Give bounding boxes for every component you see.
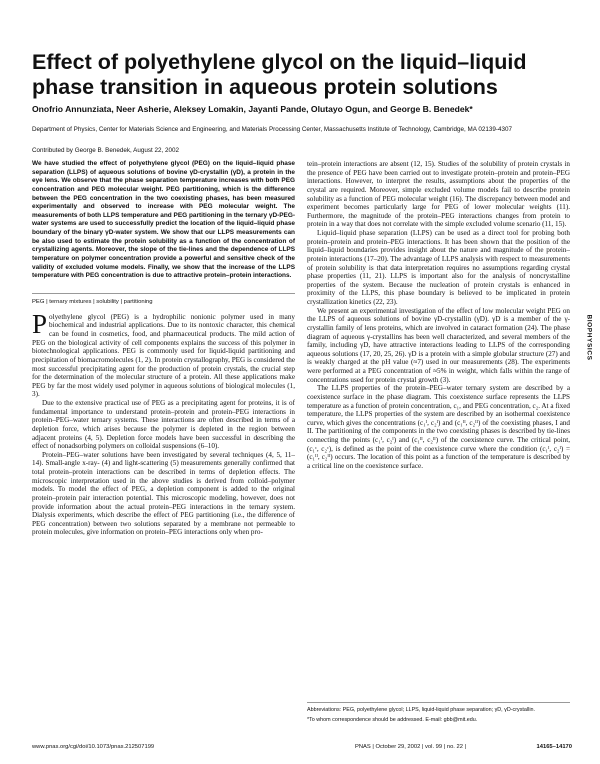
author-list: Onofrio Annunziata, Neer Asherie, Aleksey Lomakin, Jayanti Pande, Olutayo Ogun, and George B. Benedek* bbox=[32, 104, 473, 114]
body-paragraph: Liquid–liquid phase separation (LLPS) can be used as a direct tool for probing both protein–protein and protein–PEG interactions. It has been shown that the position of the liquid–liquid boundaries provides insight about the nature and magnitude of the protein–protein interactions (17–20). The advantage of LLPS analysis with respect to measurements of protein solubility is that data interpretation requires no assumptions regarding crystal phase properties (11, 21). LLPS is important also for the analysis of noncrystalline properties of the system. Because the nucleation of protein crystals is enhanced in proximity of the LLPS, this phase boundary is believed to be implicated in protein crystallization kinetics (22, 23). bbox=[307, 229, 570, 306]
footnotes bbox=[307, 702, 570, 727]
intro-paragraph-text: olyethylene glycol (PEG) is a hydrophilic nonionic polymer used in many biochemical and industrial applications. Due to its nontoxic character, this chemical can be found in cosmetics, food, and pharmaceutical products. The mild action of PEG on the biological activity of cell components explains the success of this polymer in biotechnological applications. PEG is commonly used for liquid-liquid partitioning and precipitation of biomacromolecules (1, 2). In protein crystallography, PEG is considered the most successful precipitating agent for the production of protein crystals, the crucial step for the determination of the molecular structure of a protein. All these applications make PEG by far the most widely used polymer in aqueous solutions of biological molecules (1, 3). bbox=[32, 312, 295, 399]
body-paragraph: We present an experimental investigation of the effect of low molecular weight PEG on the LLPS of aqueous solutions of bovine γD-crystallin (γD). γD is a member of the γ-crystallin family of lens proteins, which are involved in cataract formation (24). The phase diagram of aqueous γ-crystallins has been well characterized, and several members of the family, including γD, have attractive interactions leading to LLPS of the corresponding aqueous solutions (17, 20, 25, 26). γD is a protein with a simple globular structure (27) and is weakly charged at the pH value (≈7) used in our measurements (28). The experiments were performed at a PEG concentration of ≈5% in weight, which falls within the range of concentrations used for protein crystal growth (3). bbox=[307, 306, 570, 384]
drop-cap: P bbox=[32, 308, 48, 339]
correspondence-footnote: *To whom correspondence should be addressed. E-mail: gbb@mit.edu. bbox=[307, 717, 478, 723]
doi-link[interactable]: www.pnas.org/cgi/doi/10.1073/pnas.212507199 bbox=[32, 744, 155, 750]
section-label: BIOPHYSICS bbox=[585, 314, 593, 361]
journal-info: PNAS | October 29, 2002 | vol. 99 | no. 22 | bbox=[355, 744, 467, 750]
section-side-tab bbox=[583, 310, 593, 366]
abbreviations-footnote: Abbreviations: PEG, polyethylene glycol; LLPS, liquid-liquid phase separation; γD, γD-crystallin. bbox=[307, 707, 536, 713]
keywords: PEG | ternary mixtures | solubility | partitioning bbox=[32, 293, 295, 313]
abstract: We have studied the effect of polyethylene glycol (PEG) on the liquid–liquid phase separation (LLPS) of aqueous solutions of bovine γD-crystallin (γD), a protein in the eye lens. We observe that the phase separation temperature increases with both PEG concentration and PEG molecular weight. PEG partitioning, which is the difference between the PEG concentration in the two coexisting phases, has been measured experimentally and observed to increase with PEG molecular weight. The measurements of both LLPS temperature and PEG partitioning in the ternary γD-PEG-water systems are used to successfully predict the location of the liquid–liquid phase boundary of the binary γD-water system. We show that our LLPS measurements can be also used to estimate the protein solubility as a function of the concentration of crystallizing agents. Moreover, the slope of the tie-lines and the dependence of LLPS temperature on polymer concentration provide a powerful and sensitive check of the validity of excluded volume models. Finally, we show that the increase of the LLPS temperature with PEG concentration is due to attractive protein–protein interactions. bbox=[32, 160, 295, 280]
body-paragraph: Due to the extensive practical use of PEG as a precipitating agent for proteins, it is of fundamental importance to understand protein–protein and protein–PEG interactions in protein–PEG–water ternary systems. These interactions are often described in terms of a depletion force, which arises because the polymer is depleted in the region between adjacent proteins (4, 5). Depletion force models have been successful in describing the effect of nonadsorbing polymers on colloidal suspensions (6–10). bbox=[32, 399, 295, 451]
body-paragraph: The LLPS properties of the protein–PEG–water ternary system are described by a coexistence surface in the phase diagram. This coexistence surface represents the LLPS temperature as a function of protein concentration, c₁, and PEG concentration, c₂. At a fixed temperature, the LLPS properties of the system are described by an isothermal coexistence curve, which gives the concentrations (c₁ᴵ, c₂ᴵ) and (c₁ᴵᴵ, c₂ᴵᴵ) of the coexisting phases, I and II. The partitioning of the components in the two coexisting phases is described by tie-lines connecting the points (c₁ᴵ, c₂ᴵ) and (c₁ᴵᴵ, c₂ᴵᴵ) of the coexistence curve. The critical point, (c₁ᶜ, c₂ᶜ), is defined as the point of the coexistence curve where the condition (c₁ᴵ, c₂ᴵ) = (c₁ᴵᴵ, c₂ᴵᴵ) occurs. The location of this point as a function of the temperature is described by a critical line on the coexistence surface. bbox=[307, 384, 570, 470]
body-paragraph: tein–protein interactions are absent (12, 15). Studies of the solubility of protein crystals in the presence of PEG have been carried out to investigate protein–protein and protein–PEG interactions. However, to interpret the results, assumptions about the properties of the crystal are required. Moreover, simple excluded volume models fail to describe protein solubility as a function of PEG molecular weight (16). The discrepancy between model and experiment becomes particularly large for PEG of lower molecular weights (11). Furthermore, the magnitude of the protein–PEG interactions changes from protein to protein in a way that does not correlate with the simple excluded volume scenario (11, 15). bbox=[307, 160, 570, 229]
intro-paragraph bbox=[32, 308, 295, 399]
affiliation: Department of Physics, Center for Materials Science and Engineering, and Materials Processing Center, Massachusetts Institute of Technology, Cambridge, MA 02139-4307 bbox=[32, 126, 512, 133]
right-column bbox=[307, 160, 570, 471]
left-column bbox=[32, 160, 295, 537]
paper-title: Effect of polyethylene glycol on the liquid–liquid phase transition in aqueous protein solutions bbox=[32, 50, 527, 99]
contributed-note: Contributed by George B. Benedek, August 22, 2002 bbox=[32, 147, 180, 154]
page-range: 14165–14170 bbox=[536, 744, 572, 750]
body-paragraph: Protein–PEG–water solutions have been investigated by several techniques (4, 5, 11–14). Small-angle x-ray- (4) and light-scattering (5) measurements generally confirmed that total protein–protein interactions can be described in terms of depletion effects. The microscopic interpretation used in the above studies is derived from colloid–polymer models. To model the effect of PEG, a depletion component is added to the original protein–protein pair interaction potential. This microscopic modeling, however, does not provide information about the actual protein–PEG interactions in the ternary system. Dialysis experiments, which describe the effect of PEG partitioning (i.e., the difference of PEG concentration) between two solutions separated by a membrane not permeable to protein molecules, give information on protein–PEG interactions only when pro- bbox=[32, 450, 295, 537]
